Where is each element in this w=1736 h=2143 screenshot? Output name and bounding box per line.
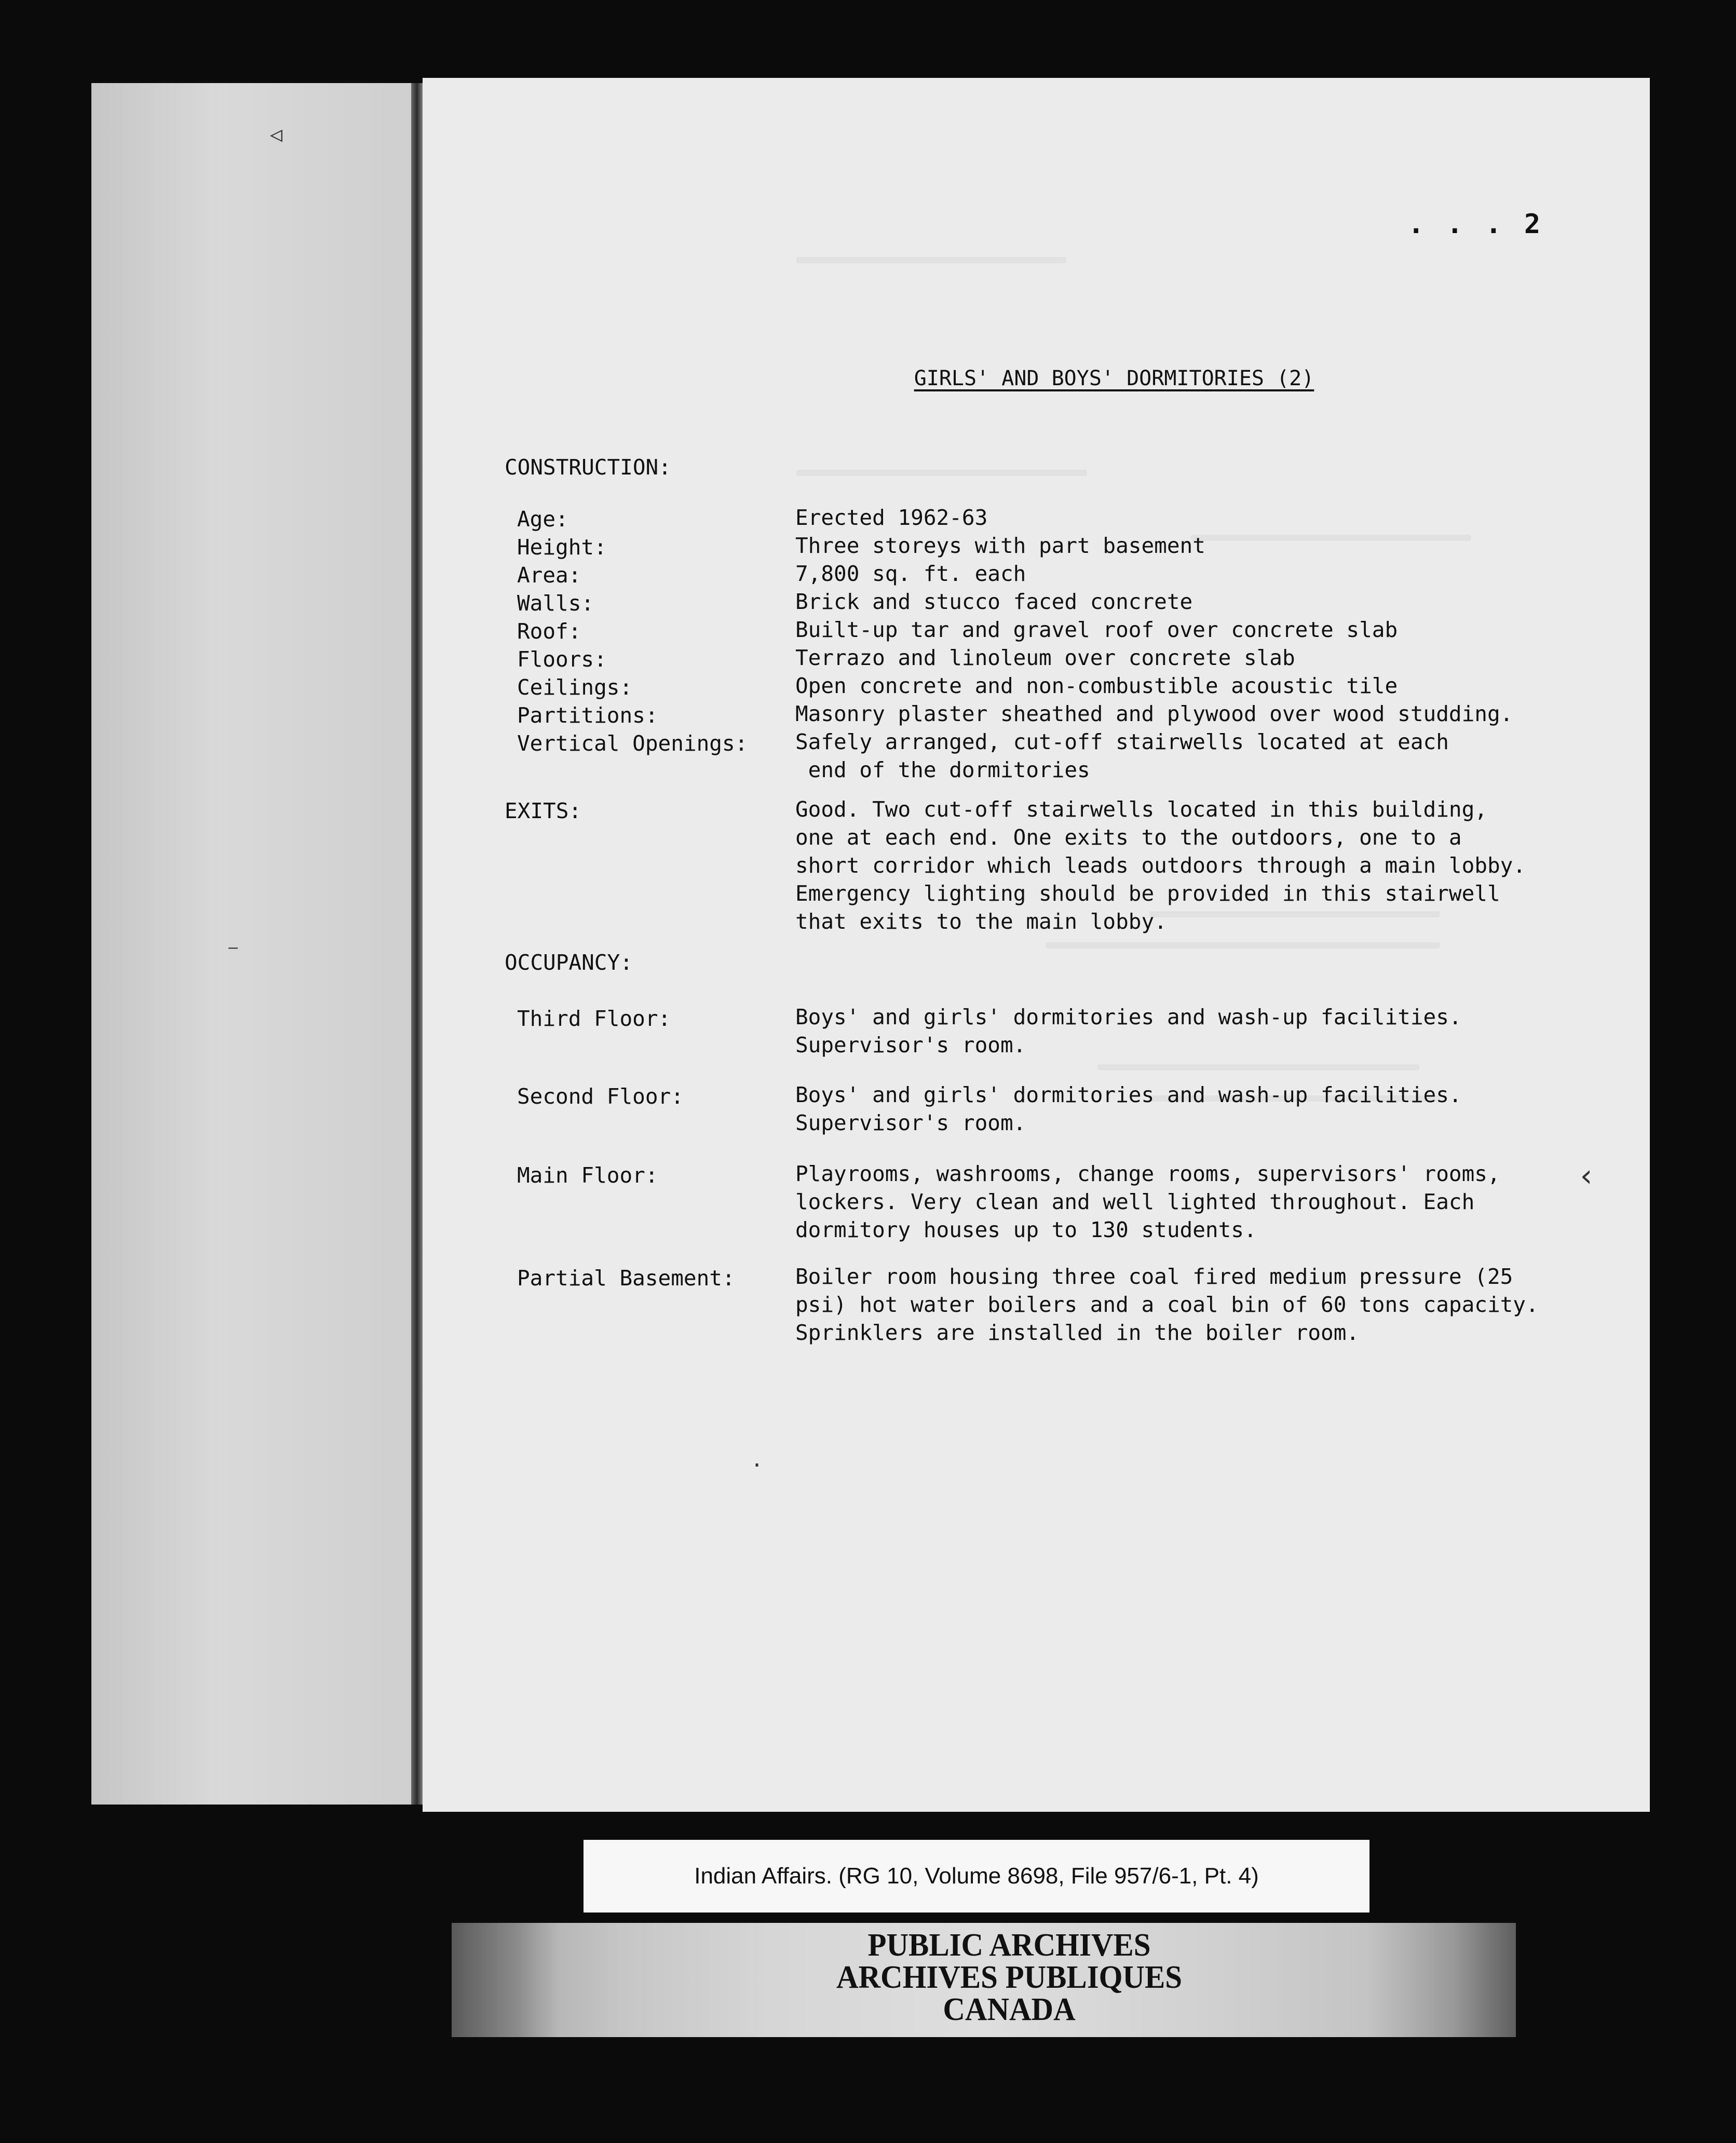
construction-value-age: Erected 1962-63 <box>795 505 988 530</box>
occupancy-label-partial-basement: Partial Basement: <box>517 1266 735 1291</box>
occupancy-value-partial-basement: Boiler room housing three coal fired medium pressure (25 psi) hot water boilers and a coal bin of 60 tons capacity. Sprinklers are installed in the boiler room. <box>795 1264 1539 1345</box>
construction-value-ceilings: Open concrete and non-combustible acoustic tile <box>795 673 1398 698</box>
stamp-line-3: CANADA <box>943 1992 1076 2027</box>
document-title <box>423 367 1650 390</box>
construction-value-height: Three storeys with part basement <box>795 533 1205 558</box>
construction-label-walls: Walls: <box>517 591 594 616</box>
bleed-through-line <box>1097 1064 1419 1070</box>
margin-check-mark: ‹ <box>1577 1158 1596 1194</box>
construction-label-floors: Floors: <box>517 647 607 672</box>
page-gutter <box>411 83 423 1805</box>
bleed-through-line <box>1191 535 1471 541</box>
stamp-line-2: ARCHIVES PUBLIQUES <box>836 1960 1183 1995</box>
construction-label-vertical-openings: Vertical Openings: <box>517 731 748 756</box>
construction-label-ceilings: Ceilings: <box>517 675 633 700</box>
construction-value-floors: Terrazo and linoleum over concrete slab <box>795 645 1295 670</box>
occupancy-value-third-floor: Boys' and girls' dormitories and wash-up facilities. Supervisor's room. <box>795 1005 1462 1057</box>
document-page <box>423 78 1650 1812</box>
ink-mark-small: ◁ <box>270 123 283 146</box>
document-title-text: GIRLS' AND BOYS' DORMITORIES (2) <box>914 367 1314 390</box>
construction-value-area: 7,800 sq. ft. each <box>795 561 1026 586</box>
construction-value-walls: Brick and stucco faced concrete <box>795 589 1193 614</box>
facing-page <box>91 83 413 1805</box>
stamp-line-1: PUBLIC ARCHIVES <box>867 1928 1151 1963</box>
construction-label-area: Area: <box>517 563 581 588</box>
dash-mark: — <box>228 939 238 957</box>
exits-heading: EXITS: <box>505 798 582 823</box>
page-number: . . . 2 <box>1408 209 1544 240</box>
construction-heading: CONSTRUCTION: <box>505 455 671 480</box>
bleed-through-line <box>796 257 1066 263</box>
construction-value-roof: Built-up tar and gravel roof over concrete slab <box>795 617 1398 642</box>
construction-value-vertical-openings: Safely arranged, cut-off stairwells located at each end of the dormitories <box>795 729 1449 782</box>
occupancy-value-second-floor: Boys' and girls' dormitories and wash-up facilities. Supervisor's room. <box>795 1082 1462 1135</box>
construction-label-partitions: Partitions: <box>517 703 658 728</box>
occupancy-label-main-floor: Main Floor: <box>517 1163 658 1188</box>
occupancy-label-third-floor: Third Floor: <box>517 1006 671 1031</box>
bleed-through-line <box>1046 942 1440 948</box>
construction-value-partitions: Masonry plaster sheathed and plywood over wood studding. <box>795 701 1513 726</box>
ink-dot-mark: · <box>751 1454 764 1477</box>
construction-label-age: Age: <box>517 507 568 532</box>
bleed-through-line <box>796 470 1087 476</box>
occupancy-heading: OCCUPANCY: <box>505 950 633 975</box>
occupancy-label-second-floor: Second Floor: <box>517 1084 684 1109</box>
construction-label-roof: Roof: <box>517 619 581 644</box>
occupancy-value-main-floor: Playrooms, washrooms, change rooms, supervisors' rooms, lockers. Very clean and well lighted throughout. Each dormitory houses up to 130 students. <box>795 1161 1500 1242</box>
archive-stamp <box>791 1929 1227 2026</box>
construction-label-height: Height: <box>517 535 607 560</box>
archive-caption: Indian Affairs. (RG 10, Volume 8698, File 957/6-1, Pt. 4) <box>584 1840 1369 1913</box>
exits-text: Good. Two cut-off stairwells located in this building, one at each end. One exits to the outdoors, one to a short corridor which leads outdoors through a main lobby. Emergency lighting should be provided in this stairwell that exits to the main lobby. <box>795 797 1526 934</box>
